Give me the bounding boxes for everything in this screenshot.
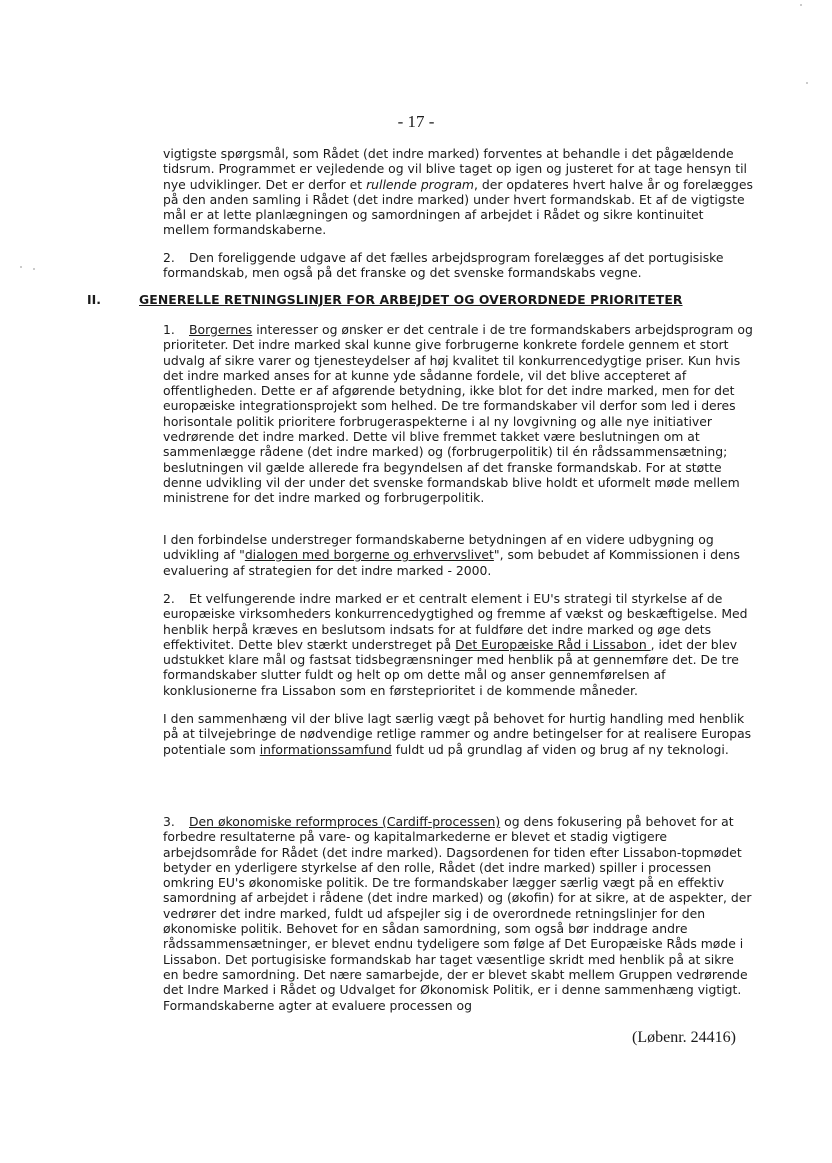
section-number: II.	[87, 292, 101, 307]
paragraph-1-continuation	[163, 532, 753, 578]
paragraph-text: interesser og ønsker er det centrale i de tre formandskabers arbejdsprogram og prioriteter. Det indre marked skal kunne give forbrugerne konkrete fordele gennem et stort udvalg af sikre varer og tjenesteydelser af høj kvalitet til konkurrencedygtige priser. Kun hvis det indre marked anses for at kunne yde sådanne fordele, vil det blive accepteret af offentligheden. Dette er af afgørende betydning, ikke blot for det indre marked, men for det europæiske integrationsprojekt som helhed. De tre formandskaber vil derfor som led i deres horisontale politik prioritere forbrugeraspekterne i al ny lovgivning og alle nye initiativer vedrørende det indre marked. Dette vil blive fremmet takket være beslutningen om at sammenlægge rådene (det indre marked) og (forbrugerpolitik) til én rådssammensætning; beslutningen vil gælde allerede fra begyndelsen af det franske formandskab. For at støtte denne udvikling vil der under det svenske formandskab blive holdt et uformelt møde mellem ministrene for det indre marked og forbrugerpolitik.	[163, 322, 753, 506]
paragraph-1	[163, 322, 753, 506]
paragraph-text: I den forbindelse understreger formandskaberne betydningen af en videre udbygning og udvikling af "	[163, 532, 714, 563]
paragraph-text: I den sammenhæng vil der blive lagt særlig vægt på behovet for hurtig handling med henblik på at tilvejebringe de nødvendige retlige rammer og andre betingelser for at realisere Europas potentiale som	[163, 711, 752, 757]
cardiff-process-link[interactable]: Den økonomiske reformproces (Cardiff-processen)	[189, 814, 501, 829]
paragraph-text: fuldt ud på grundlag af viden og brug af ny teknologi.	[391, 741, 729, 757]
paragraph-number: 2.	[163, 591, 175, 606]
paragraph-number: 1.	[163, 322, 175, 337]
scan-speck	[806, 82, 808, 84]
scan-speck	[33, 268, 35, 270]
paragraph-text: Et velfungerende indre marked er et centralt element i EU's strategi til styrkelse af de europæiske virksomheders konkurrencedygtighed og fremme af vækst og beskæftigelse. Med henblik herpå kræves en beslutsom indsats for at fuldføre det indre marked og øge dets effektivitet. Dette blev stærkt understreget på	[163, 591, 748, 652]
intro-paragraph	[163, 146, 753, 238]
paragraph-text: og dens fokusering på behovet for at forbedre resultaterne på vare- og kapitalmarkederne er blevet et stadig vigtigere arbejdsområde for Rådet (det indre marked). Dagsordenen for tiden efter Lissabon-topmødet betyder en yderligere styrkelse af den rolle, Rådet (det indre marked) spiller i processen omkring EU's økonomiske politik. De tre formandskaber lægger særlig vægt på en effektiv samordning af arbejdet i rådene (det indre marked) og (økofin) for at sikre, at de aspekter, der vedrører det indre marked, fuldt ud afspejler sig i de overordnede retningslinjer for den økonomiske politik. Behovet for en sådan samordning, som også bør inddrage andre rådssammensætninger, er blevet endnu tydeligere som følge af Det Europæiske Råds møde i Lissabon. Det portugisiske formandskab har taget væsentlige skridt med henblik på at sikre en bedre samordning. Det nære samarbejde, der er blevet skabt mellem Gruppen vedrørende det Indre Marked i Rådet og Udvalget for Økonomisk Politik, er i denne sammenhæng vigtigt. Formandskaberne agter at evaluere processen og	[163, 814, 752, 1013]
paragraph-number: 3.	[163, 814, 175, 829]
lisbon-council-link[interactable]: Det Europæiske Råd i Lissabon	[455, 636, 651, 652]
section-i-paragraph-2	[163, 250, 753, 281]
information-society-link[interactable]: informationssamfund	[259, 741, 392, 757]
paragraph-2-continuation	[163, 711, 753, 757]
scan-speck	[800, 4, 802, 6]
section-heading: GENERELLE RETNINGSLINJER FOR ARBEJDET OG OVERORDNEDE PRIORITETER	[139, 292, 683, 307]
paragraph-2	[163, 591, 753, 698]
citizens-link[interactable]: Borgernes	[189, 322, 253, 337]
intro-emphasis: rullende program	[366, 176, 474, 192]
paragraph-text: ", som bebudet af Kommissionen i dens evaluering af strategien for det indre marked - 2000.	[163, 547, 740, 578]
dialogue-link[interactable]: dialogen med borgerne og erhvervslivet	[244, 547, 494, 563]
page-number: - 17 -	[397, 112, 435, 131]
intro-text-1: vigtigste spørgsmål, som Rådet (det indre marked) forventes at behandle i det pågældende tidsrum. Programmet er vejledende og vil blive taget op igen og justeret for at tage hensyn til nye udviklinger. Det er derfor et	[163, 146, 747, 192]
reference-number: (Løbenr. 24416)	[632, 1029, 736, 1046]
paragraph-text: Den foreliggende udgave af det fælles arbejdsprogram forelægges af det portugisiske formandskab, men også på det franske og det svenske formandskabs vegne.	[163, 250, 724, 281]
paragraph-number: 2.	[163, 250, 175, 265]
scan-speck	[20, 266, 22, 268]
paragraph-text: , idet der blev udstukket klare mål og fastsat tidsbegrænsninger med henblik på at gennemføre det. De tre formandskaber slutter fuldt og helt op om dette mål og anser gennemførelsen af konklusionerne fra Lissabon som en førsteprioritet i de kommende måneder.	[163, 636, 739, 698]
paragraph-3	[163, 814, 753, 1013]
intro-text-2: , der opdateres hvert halve år og forelægges på den anden samling i Rådet (det indre marked) under hvert formandskab. Et af de vigtigste mål er at lette planlægningen og samordningen af arbejdet i Rådet og sikre kontinuitet mellem formandskaberne.	[163, 176, 753, 238]
